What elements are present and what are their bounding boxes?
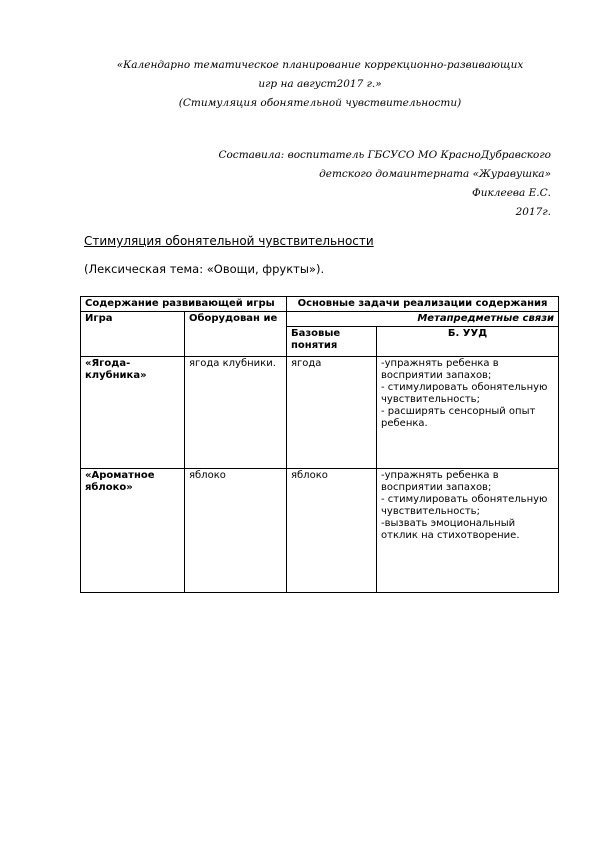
section-title: Стимуляция обонятельной чувствительности [84,234,374,248]
cell-game: «Ягода- клубника» [81,357,185,469]
header-cell-game-content: Содержание развивающей игры [81,297,287,312]
header-cell-equipment: Оборудован ие [185,312,287,357]
author-line-2: детского домаинтерната «Журавушка» [319,168,551,180]
header-cell-meta-links: Метапредметные связи [287,312,559,327]
cell-equipment: ягода клубники. [185,357,287,469]
header-line-3: (Стимуляция обонятельной чувствительности) [178,97,462,109]
cell-uud: -упражнять ребенка в восприятии запахов; - стимулировать обонятельную чувствительность; - расширять сенсорный опыт ребенка. [377,357,559,469]
cell-game: «Ароматное яблоко» [81,469,185,593]
cell-uud: -упражнять ребенка в восприятии запахов; - стимулировать обонятельную чувствительность; -вызвать эмоциональный отклик на стихотворение. [377,469,559,593]
plan-table [80,296,559,593]
lexical-theme: (Лексическая тема: «Овощи, фрукты»). [84,262,325,276]
cell-base-concept: ягода [287,357,377,469]
header-line-1: «Календарно тематическое планирование коррекционно-развивающих [116,59,524,71]
header-cell-game: Игра [81,312,185,357]
header-cell-main-tasks: Основные задачи реализации содержания [287,297,559,312]
table-row [81,357,559,469]
author-year: 2017г. [515,206,551,218]
table-row [81,469,559,593]
header-cell-base-concepts: Базовые понятия [287,327,377,357]
header-cell-uud: Б. УУД [377,327,559,357]
table-header-row-2 [81,312,559,327]
author-line-3: Фиклеева Е.С. [472,187,551,199]
document-header [80,56,560,113]
author-block [218,146,551,222]
author-line-1: Составила: воспитатель ГБСУСО МО КрасноДубравского [218,149,551,161]
header-line-2: игр на август2017 г.» [258,78,382,90]
table-header-row-1 [81,297,559,312]
cell-equipment: яблоко [185,469,287,593]
cell-base-concept: яблоко [287,469,377,593]
